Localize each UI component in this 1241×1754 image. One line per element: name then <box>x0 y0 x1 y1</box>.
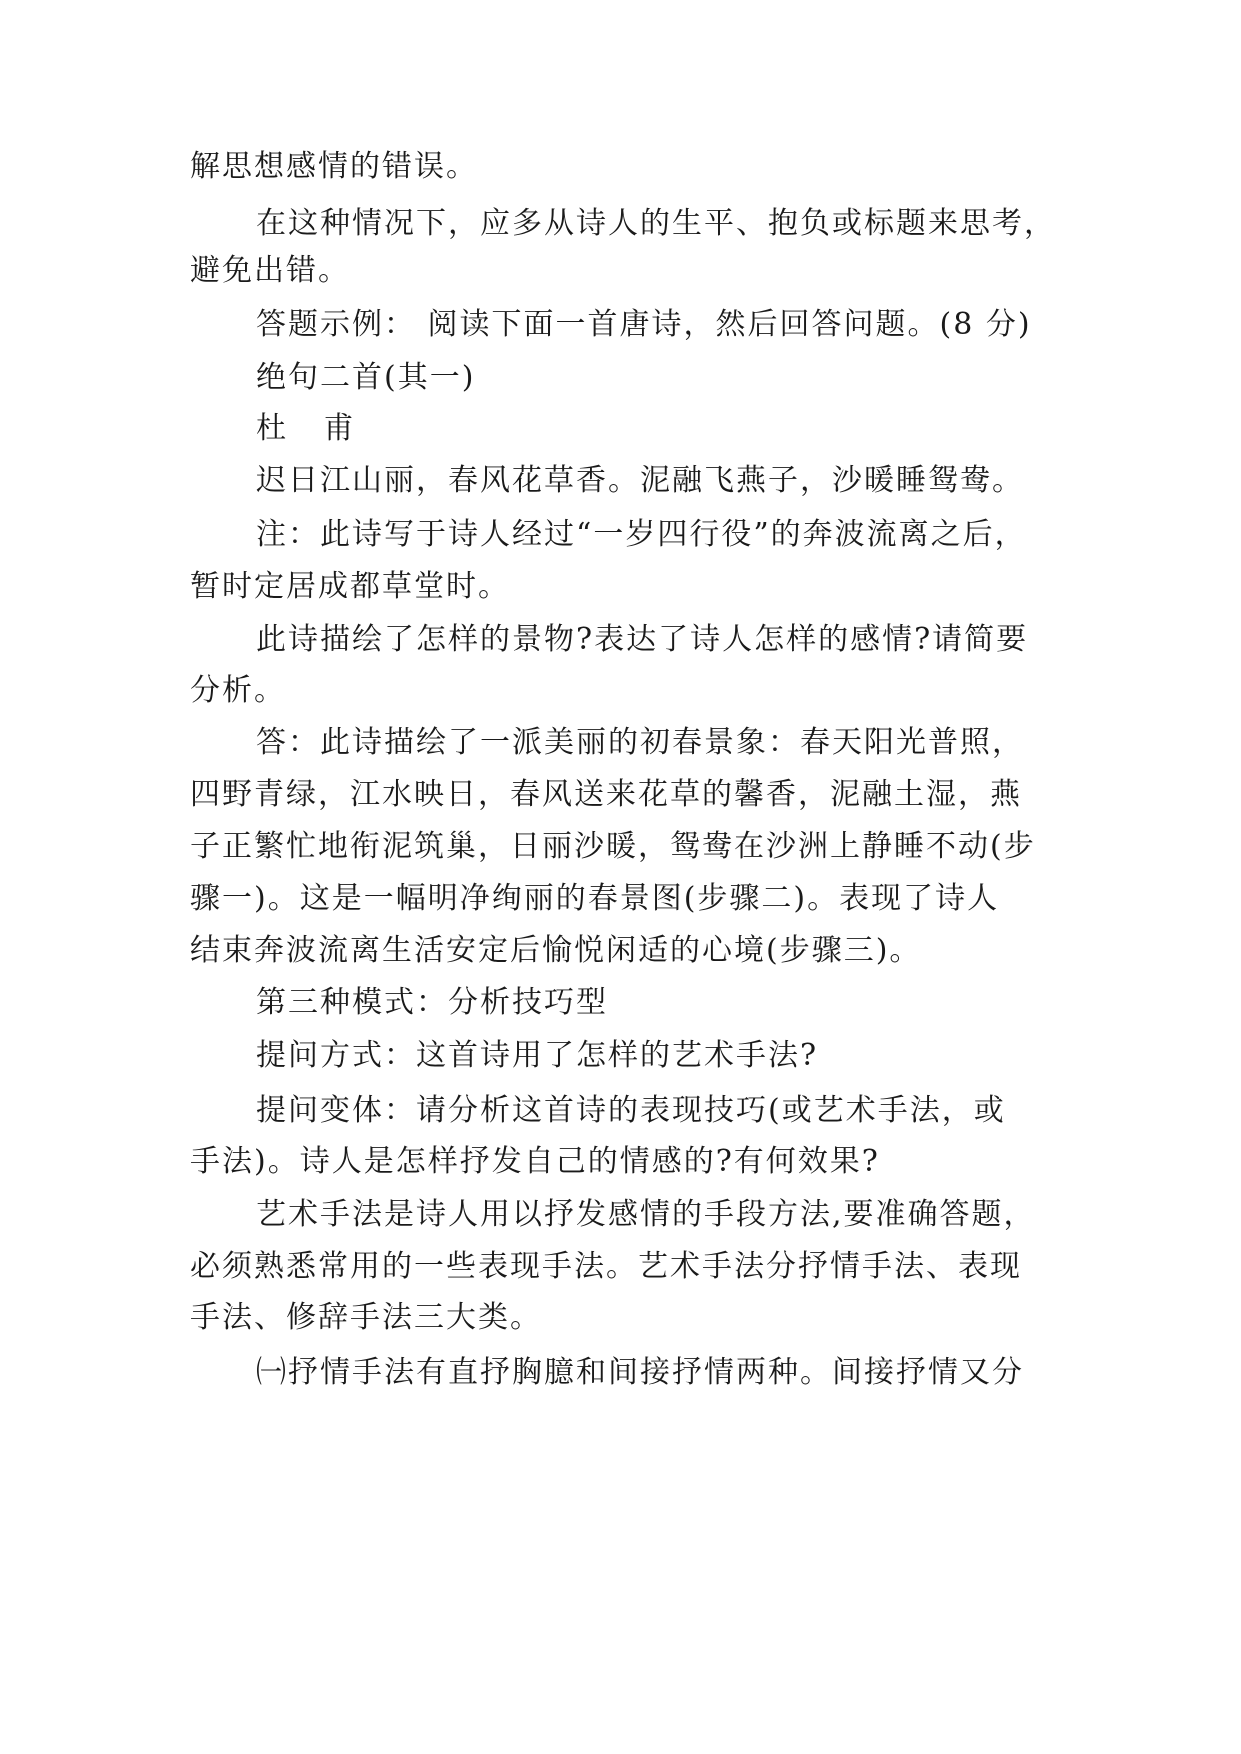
text-line: 手法)。诗人是怎样抒发自己的情感的?有何效果? <box>190 1144 880 1179</box>
text-line: 艺术手法是诗人用以抒发感情的手段方法,要准确答题， <box>256 1197 1036 1232</box>
text-line: 此诗描绘了怎样的景物?表达了诗人怎样的感情?请简要 <box>256 622 1029 657</box>
text-line: 暂时定居成都草堂时。 <box>190 569 510 604</box>
text-line: 必须熟悉常用的一些表现手法。艺术手法分抒情手法、表现 <box>190 1249 1022 1284</box>
poem-text: 迟日江山丽，春风花草香。泥融飞燕子，沙暖睡鸳鸯。 <box>256 463 1024 498</box>
text-line: 在这种情况下，应多从诗人的生平、抱负或标题来思考， <box>256 206 1056 241</box>
section-heading: 第三种模式：分析技巧型 <box>256 985 608 1020</box>
text-line: 骤一)。这是一幅明净绚丽的春景图(步骤二)。表现了诗人 <box>190 881 1000 916</box>
text-line: 四野青绿，江水映日，春风送来花草的馨香，泥融土湿，燕 <box>190 777 1022 812</box>
text-line: 答：此诗描绘了一派美丽的初春景象：春天阳光普照， <box>256 725 1024 760</box>
text-line: 子正繁忙地衔泥筑巢，日丽沙暖，鸳鸯在沙洲上静睡不动(步 <box>190 829 1036 864</box>
text-line: 注：此诗写于诗人经过“一岁四行役”的奔波流离之后， <box>256 517 1027 552</box>
poem-title: 绝句二首(其一) <box>256 360 476 395</box>
text-line: 提问方式：这首诗用了怎样的艺术手法? <box>256 1038 819 1073</box>
poem-author: 杜 甫 <box>256 411 368 446</box>
text-line: 手法、修辞手法三大类。 <box>190 1300 542 1335</box>
text-line: 分析。 <box>190 673 286 708</box>
text-line: ㈠抒情手法有直抒胸臆和间接抒情两种。间接抒情又分 <box>256 1355 1024 1390</box>
text-line: 避免出错。 <box>190 253 350 288</box>
text-line: 解思想感情的错误。 <box>190 149 478 184</box>
text-line: 答题示例： 阅读下面一首唐诗，然后回答问题。(8 分) <box>256 307 1032 342</box>
text-line: 提问变体：请分析这首诗的表现技巧(或艺术手法，或 <box>256 1093 1006 1128</box>
text-line: 结束奔波流离生活安定后愉悦闲适的心境(步骤三)。 <box>190 933 922 968</box>
